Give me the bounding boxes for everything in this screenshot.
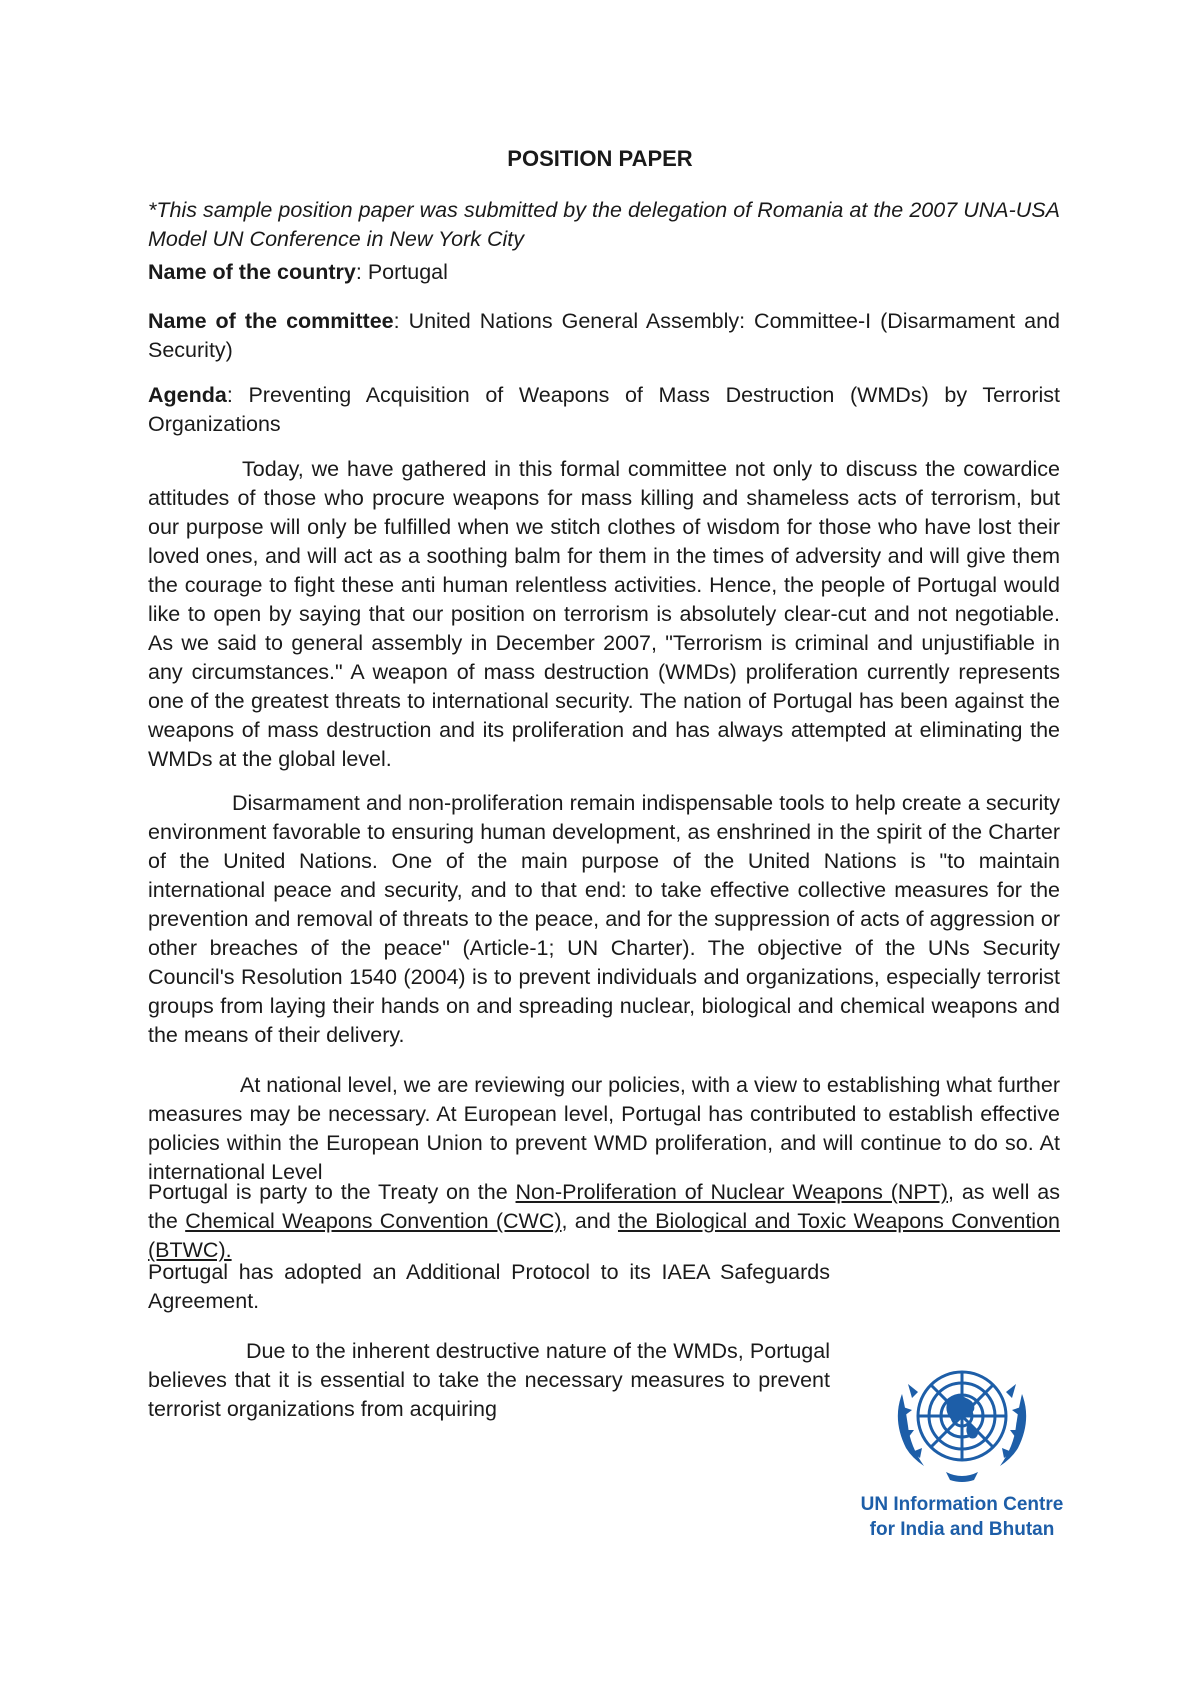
logo-caption-line2: for India and Bhutan: [869, 1519, 1055, 1540]
p4-text-mid2: , and: [561, 1209, 618, 1233]
agenda-value: : Preventing Acquisition of Weapons of Mass Destruction (WMDs) by Terrorist Organizations: [148, 383, 1060, 436]
committee-label: Name of the committee: [148, 309, 394, 333]
country-label: Name of the country: [148, 260, 356, 284]
committee-value: : United Nations General Assembly: Committee-I (Disarmament and Security): [148, 309, 1060, 362]
logo-caption-line1: UN Information Centre: [860, 1494, 1064, 1515]
p4-text-start: Portugal is party to the Treaty on the: [148, 1180, 516, 1204]
logo-caption: [842, 1492, 1082, 1542]
sample-note: *This sample position paper was submitted by the delegation of Romania at the 2007 UNA-USA Model UN Conference in New York City: [148, 198, 1060, 251]
paragraph-2: Disarmament and non-proliferation remain indispensable tools to help create a security environment favorable to ensuring human development, as enshrined in the spirit of the Charter of the United Nations. One of the main purpose of the United Nations is "to maintain international peace and security, and to that end: to take effective collective measures for the prevention and removal of threats to the peace, and for the suppression of acts of aggression or other breaches of the peace" (Article-1; UN Charter). The objective of the UNs Security Council's Resolution 1540 (2004) is to prevent individuals and organizations, especially terrorist groups from laying their hands on and spreading nuclear, biological and chemical weapons and the means of their delivery.: [148, 791, 1060, 1047]
paragraph-6: Due to the inherent destructive nature of the WMDs, Portugal believes that it is essential to take the necessary measures to prevent terrorist organizations from acquiring: [148, 1339, 830, 1421]
page-title: POSITION PAPER: [507, 146, 693, 171]
paragraph-1: Today, we have gathered in this formal committee not only to discuss the cowardice attitudes of those who procure weapons for mass killing and shameless acts of terrorism, but our purpose will only be fulfilled when we stitch clothes of wisdom for those who have lost their loved ones, and will act as a soothing balm for them in the times of adversity and will give them the courage to fight these anti human relentless activities. Hence, the people of Portugal would like to open by saying that our position on terrorism is absolutely clear-cut and not negotiable. As we said to general assembly in December 2007, "Terrorism is criminal and unjustifiable in any circumstances." A weapon of mass destruction (WMDs) proliferation currently represents one of the greatest threats to international security. The nation of Portugal has been against the weapons of mass destruction and its proliferation and has always attempted at eliminating the WMDs at the global level.: [148, 457, 1060, 771]
paragraph-4: [148, 1178, 1060, 1265]
paragraph-5: Portugal has adopted an Additional Protocol to its IAEA Safeguards Agreement.: [148, 1260, 830, 1313]
country-line: [148, 258, 1060, 287]
committee-line: [148, 307, 1060, 365]
un-emblem-logo: [862, 1354, 1062, 1494]
cwc-link[interactable]: Chemical Weapons Convention (CWC): [185, 1209, 562, 1233]
agenda-label: Agenda: [148, 383, 227, 407]
country-value: : Portugal: [355, 260, 448, 284]
paragraph-3: At national level, we are reviewing our policies, with a view to establishing what further measures may be necessary. At European level, Portugal has contributed to establish effective policies within the European Union to prevent WMD proliferation, and will continue to do so. At international Level: [148, 1073, 1060, 1184]
agenda-line: [148, 381, 1060, 439]
btwc-link[interactable]: the Biological and Toxic Weapons Convention (BTWC).: [148, 1209, 1060, 1262]
p4-text-mid1: , as well as the: [148, 1180, 1060, 1233]
npt-link[interactable]: Non-Proliferation of Nuclear Weapons (NPT): [515, 1180, 949, 1204]
